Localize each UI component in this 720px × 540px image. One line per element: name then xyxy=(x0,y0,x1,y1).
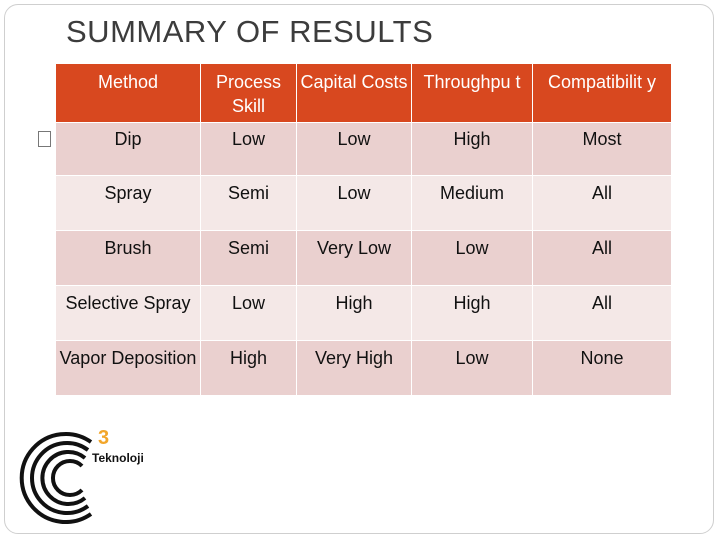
cell-process-skill: Semi xyxy=(201,176,297,231)
results-table xyxy=(55,63,672,396)
cell-capital-costs: Very Low xyxy=(297,231,412,286)
cell-process-skill: Low xyxy=(201,123,297,176)
cell-capital-costs: High xyxy=(297,286,412,341)
table-row xyxy=(56,123,672,176)
cell-method: Dip xyxy=(56,123,201,176)
header-compatibility: Compatibilit y xyxy=(533,64,672,123)
table-row xyxy=(56,176,672,231)
cell-method: Vapor Deposition xyxy=(56,341,201,396)
cell-method: Brush xyxy=(56,231,201,286)
cell-throughput: High xyxy=(412,123,533,176)
bullet-placeholder-icon xyxy=(38,131,51,147)
cell-process-skill: Semi xyxy=(201,231,297,286)
cell-throughput: Low xyxy=(412,231,533,286)
table-row xyxy=(56,286,672,341)
cell-compatibility: None xyxy=(533,341,672,396)
cell-throughput: High xyxy=(412,286,533,341)
table-row xyxy=(56,231,672,286)
cell-compatibility: All xyxy=(533,286,672,341)
cell-process-skill: Low xyxy=(201,286,297,341)
header-throughput: Throughpu t xyxy=(412,64,533,123)
cell-compatibility: All xyxy=(533,231,672,286)
c3-logo-icon xyxy=(18,424,158,524)
header-process-skill: Process Skill xyxy=(201,64,297,123)
cell-method: Spray xyxy=(56,176,201,231)
cell-throughput: Medium xyxy=(412,176,533,231)
logo-number: 3 xyxy=(98,427,110,449)
logo-name: Teknoloji xyxy=(92,451,144,465)
cell-compatibility: All xyxy=(533,176,672,231)
cell-capital-costs: Very High xyxy=(297,341,412,396)
cell-capital-costs: Low xyxy=(297,176,412,231)
cell-capital-costs: Low xyxy=(297,123,412,176)
cell-method: Selective Spray xyxy=(56,286,201,341)
header-capital-costs: Capital Costs xyxy=(297,64,412,123)
table-header-row xyxy=(56,64,672,123)
table-row xyxy=(56,341,672,396)
cell-compatibility: Most xyxy=(533,123,672,176)
header-method: Method xyxy=(56,64,201,123)
cell-process-skill: High xyxy=(201,341,297,396)
slide-title: SUMMARY OF RESULTS xyxy=(66,14,434,49)
cell-throughput: Low xyxy=(412,341,533,396)
